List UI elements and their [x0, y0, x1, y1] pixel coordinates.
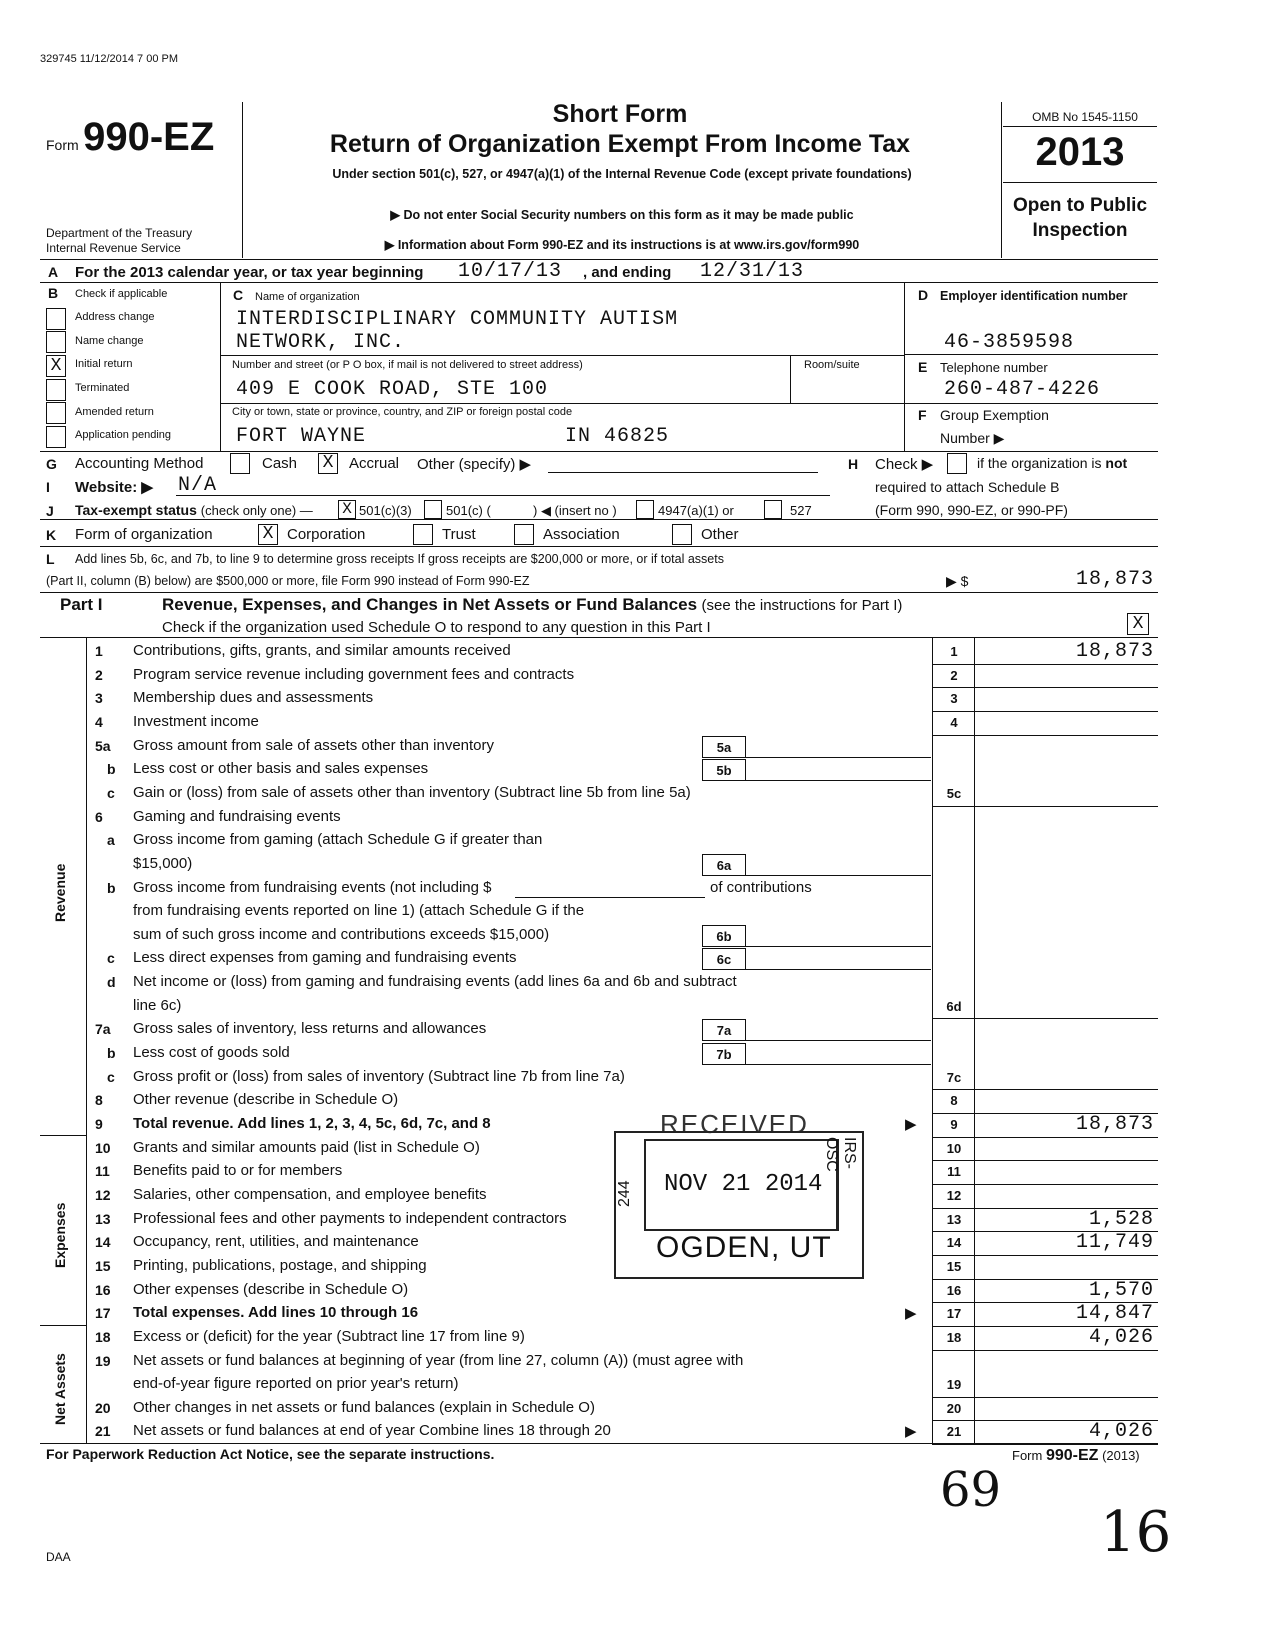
stamp-city: OGDEN, UT	[656, 1231, 832, 1264]
line-text: from fundraising events reported on line 1) (attach Schedule G if the	[133, 902, 585, 920]
year-rule	[1003, 182, 1157, 183]
label-amended-return: Amended return	[75, 406, 154, 418]
omb-number: OMB No 1545-1150	[1032, 110, 1138, 124]
side-label-revenue: Revenue	[52, 863, 68, 922]
column-line-number: 8	[950, 1093, 958, 1109]
org-name-line2[interactable]: NETWORK, INC.	[236, 331, 406, 354]
open-public-1: Open to Public	[1012, 195, 1148, 216]
gross-receipts-value[interactable]: 18,873	[1075, 568, 1154, 591]
rule-k	[40, 546, 1158, 547]
checkbox-schedule-b[interactable]	[947, 453, 967, 474]
section-b-label: B	[48, 285, 59, 301]
checkbox-name-change[interactable]	[46, 331, 66, 353]
line-number: 17	[95, 1305, 111, 1322]
line-a-mid: , and ending	[583, 264, 672, 281]
section-b-title: Check if applicable	[75, 288, 168, 300]
label-address-change: Address change	[75, 311, 155, 323]
row-rule	[932, 1444, 1158, 1445]
line-text: Less direct expenses from gaming and fundraising events	[133, 949, 517, 967]
footer-form-prefix: Form	[1012, 1448, 1043, 1463]
line-number: 11	[95, 1163, 110, 1180]
column-line-number: 9	[950, 1117, 958, 1132]
line-text: Gross income from gaming (attach Schedule G if greater than	[133, 831, 543, 849]
daa-label: DAA	[46, 1550, 71, 1564]
line-text: Net assets or fund balances at end of year Combine lines 18 through 20	[133, 1422, 611, 1440]
open-public-2: Inspection	[1032, 220, 1128, 241]
line-text: Contributions, gifts, grants, and similar amounts received	[133, 642, 511, 659]
room-label: Room/suite	[804, 359, 860, 371]
row-rule	[932, 1160, 1158, 1161]
tax-year-begin[interactable]: 10/17/13	[458, 260, 563, 283]
room-divider	[790, 355, 791, 403]
city-label: City or town, state or province, country, and ZIP or foreign postal code	[232, 406, 573, 418]
line-text: Gross sales of inventory, less returns and allowances	[133, 1020, 487, 1038]
accounting-method-label: Accounting Method	[75, 455, 204, 472]
line-text: Gaming and fundraising events	[133, 807, 341, 825]
form-number-block	[46, 115, 214, 160]
line-h-label: H	[848, 456, 859, 472]
website-label: Website: ▶	[75, 479, 153, 496]
rule-a-bottom	[40, 282, 1158, 283]
checkbox-address-change[interactable]	[46, 308, 66, 330]
omb-rule	[1003, 126, 1157, 127]
column-line-number: 21	[946, 1424, 962, 1440]
stamp-side-left: 244	[616, 1180, 633, 1207]
part1-title	[162, 595, 902, 615]
label-association: Association	[543, 526, 620, 543]
received-stamp	[612, 1107, 862, 1277]
column-line-number: 19	[946, 1377, 962, 1393]
title-short-form: Short Form	[552, 100, 688, 128]
form-prefix: Form	[46, 137, 79, 153]
side-label-net-assets: Net Assets	[52, 1353, 68, 1425]
cash-label: Cash	[262, 455, 298, 472]
checkbox-501c3[interactable]: X	[338, 500, 356, 519]
column-line-number: 13	[946, 1211, 962, 1227]
sub-line-amount-field[interactable]	[746, 1064, 931, 1065]
footer-form-ref	[1012, 1447, 1140, 1465]
section-f-label: F	[918, 407, 927, 423]
line-text: Occupancy, rent, utilities, and maintenance	[133, 1233, 419, 1251]
row-rule	[932, 806, 1158, 807]
section-e-label: E	[918, 359, 928, 375]
line-number: 20	[95, 1399, 111, 1416]
checkbox-application-pending[interactable]	[46, 426, 66, 448]
line-a-label: A	[48, 264, 59, 280]
tax-year: 2013	[1035, 130, 1125, 174]
line-text: line 6c)	[133, 996, 182, 1014]
checkbox-other[interactable]	[672, 524, 692, 545]
line-text: Program service revenue including government fees and contracts	[133, 665, 575, 683]
line-l-text1: Add lines 5b, 6c, and 7b, to line 9 to determine gross receipts If gross receipts are $200,000 or more, or if total assets	[75, 552, 724, 566]
line-h-check: Check ▶	[875, 456, 934, 473]
line-text: Gain or (loss) from sale of assets other than inventory (Subtract line 5b from line 5a)	[133, 783, 691, 801]
column-line-number: 16	[946, 1282, 962, 1298]
column-line-number: 17	[946, 1306, 962, 1322]
footer-form-number: 990-EZ	[1045, 1447, 1099, 1464]
column-line-number: 6d	[946, 998, 962, 1014]
column-line-number: 12	[946, 1187, 962, 1203]
subtitle: Under section 501(c), 527, or 4947(a)(1) of the Internal Revenue Code (except private foundations)	[332, 167, 912, 181]
line-number: 6	[95, 808, 103, 825]
line-text: Salaries, other compensation, and employee benefits	[133, 1185, 487, 1203]
line-amount[interactable]: 14,847	[1075, 1302, 1154, 1326]
checkbox-cash[interactable]	[230, 453, 250, 474]
sub-line-amount-field[interactable]	[746, 757, 931, 758]
line-number: a	[107, 832, 115, 849]
line-text: Professional fees and other payments to independent contractors	[133, 1209, 567, 1227]
line-number: b	[107, 879, 116, 896]
row-rule	[932, 1184, 1158, 1185]
label-insert-no: ) ◀ (insert no )	[533, 503, 617, 518]
row-rule	[932, 687, 1158, 688]
line-h-text4: (Form 990, 990-EZ, or 990-PF)	[875, 502, 1068, 518]
line-number: 21	[95, 1423, 111, 1440]
tax-exempt-title: Tax-exempt status	[75, 502, 197, 518]
line-text: end-of-year figure reported on prior year's return)	[133, 1375, 459, 1393]
line-amount[interactable]: 1,528	[1088, 1207, 1154, 1231]
col-border-left-num	[932, 638, 933, 1443]
line-i-label: I	[46, 479, 50, 495]
line-amount[interactable]: 1,570	[1088, 1278, 1154, 1302]
line-text: Excess or (deficit) for the year (Subtract line 17 from line 9)	[133, 1327, 525, 1345]
checkbox-4947[interactable]	[636, 500, 654, 519]
line-number: 9	[95, 1116, 103, 1132]
checkbox-corporation[interactable]: X	[258, 524, 278, 545]
c-left-border	[220, 283, 221, 451]
part1-title-note: (see the instructions for Part I)	[701, 597, 903, 614]
line-number: b	[107, 761, 116, 778]
sub-line-amount-field[interactable]	[746, 969, 931, 970]
row-rule	[932, 1350, 1158, 1351]
arrow-icon: ▶	[905, 1423, 917, 1441]
label-trust: Trust	[442, 526, 476, 543]
column-line-number: 18	[946, 1329, 962, 1345]
line-text: Other changes in net assets or fund balances (explain in Schedule O)	[133, 1398, 595, 1416]
line-text: Gross profit or (loss) from sales of inventory (Subtract line 7b from line 7a)	[133, 1067, 625, 1085]
section-c-label: C	[233, 287, 244, 303]
line-number: c	[107, 950, 115, 967]
line-text: Other expenses (describe in Schedule O)	[133, 1280, 409, 1298]
line-number: 18	[95, 1328, 111, 1345]
tax-exempt-note: (check only one) —	[200, 503, 313, 518]
group-exemption-label-1: Group Exemption	[940, 407, 1049, 423]
sub-line-box: 5b	[702, 759, 746, 781]
row-rule	[932, 664, 1158, 665]
sub-line-amount-field[interactable]	[746, 946, 931, 947]
footer-form-year: (2013)	[1102, 1448, 1140, 1463]
rule-revenue-bottom	[40, 1135, 86, 1136]
section-gutter-line	[86, 638, 87, 1443]
checkbox-accrual[interactable]: X	[318, 453, 338, 474]
line-number: 14	[95, 1234, 111, 1251]
other-specify-label: Other (specify) ▶	[417, 456, 532, 473]
line-amount[interactable]: 18,873	[1075, 1113, 1154, 1136]
c-rule-2	[220, 403, 904, 404]
column-line-number: 11	[947, 1164, 961, 1180]
rule-a-top	[40, 259, 1158, 260]
line-number: b	[107, 1045, 116, 1062]
arrow-icon: ▶	[905, 1305, 917, 1323]
sub-line-box: 7b	[702, 1043, 746, 1065]
tax-exempt-status	[75, 502, 313, 518]
form-of-org-label: Form of organization	[75, 526, 213, 543]
label-501c3: 501(c)(3)	[359, 503, 412, 518]
phone-value[interactable]: 260-487-4226	[944, 378, 1101, 401]
sub-line-amount-field[interactable]	[746, 780, 931, 781]
line-amount[interactable]: 11,749	[1075, 1231, 1154, 1255]
line-number: c	[107, 784, 115, 801]
label-corporation: Corporation	[287, 526, 366, 543]
line-number: 1	[95, 643, 103, 659]
line-amount[interactable]: 4,026	[1088, 1420, 1154, 1444]
c-rule-1	[220, 355, 904, 356]
column-line-number: 15	[946, 1258, 962, 1274]
sub-line-box: 6b	[702, 925, 746, 947]
row-rule	[932, 1397, 1158, 1398]
line-a-text: For the 2013 calendar year, or tax year beginning	[75, 264, 424, 281]
group-exemption-label-2: Number ▶	[940, 430, 1005, 446]
column-line-number: 2	[950, 667, 958, 683]
handwritten-16: 16	[1100, 1500, 1172, 1565]
ein-value[interactable]: 46-3859598	[944, 331, 1075, 354]
line-number: 5a	[95, 737, 111, 754]
checkbox-527[interactable]	[764, 500, 782, 519]
notice-info: ▶ Information about Form 990-EZ and its instructions is at www.irs.gov/form990	[384, 238, 860, 252]
sub-line-box: 6c	[702, 948, 746, 970]
line-number: 2	[95, 666, 103, 683]
line-l-text2: (Part II, column (B) below) are $500,000 or more, file Form 990 instead of Form 990-EZ	[46, 574, 530, 588]
dept-line2: Internal Revenue Service	[46, 241, 181, 255]
line-number: c	[107, 1068, 115, 1085]
line-number: 3	[95, 690, 103, 707]
fundraising-amount-line[interactable]	[515, 897, 705, 898]
checkbox-schedule-o[interactable]: X	[1127, 613, 1149, 635]
checkbox-trust[interactable]	[413, 524, 433, 545]
col-border-left-amt	[974, 638, 975, 1443]
line-text: sum of such gross income and contributions exceeds $15,000)	[133, 925, 550, 943]
line-number: 15	[95, 1257, 111, 1274]
line-amount[interactable]: 18,873	[1075, 640, 1154, 663]
rule-expenses-bottom	[40, 1325, 86, 1326]
street-label: Number and street (or P O box, if mail is not delivered to street address)	[232, 359, 583, 371]
line-h-text3: required to attach Schedule B	[875, 479, 1060, 495]
line-text: Membership dues and assessments	[133, 689, 374, 707]
other-specify-line[interactable]	[548, 472, 818, 473]
part1-title-main: Revenue, Expenses, and Changes in Net Assets or Fund Balances	[162, 595, 698, 614]
label-application-pending: Application pending	[75, 429, 172, 441]
column-line-number: 1	[950, 644, 958, 659]
stamp-date: NOV 21 2014	[664, 1171, 823, 1198]
c-right-border	[904, 283, 905, 451]
line-number: 7a	[95, 1021, 111, 1038]
line-text: Printing, publications, postage, and shipping	[133, 1256, 427, 1274]
part1-label: Part I	[60, 595, 103, 614]
line-text: Other revenue (describe in Schedule O)	[133, 1091, 399, 1109]
line-number: 4	[95, 713, 103, 730]
org-name-label: Name of organization	[255, 291, 360, 303]
ein-label: Employer identification number	[940, 289, 1128, 303]
line-number: 16	[95, 1281, 111, 1298]
title-main: Return of Organization Exempt From Income Tax	[329, 130, 911, 158]
line-number: 13	[95, 1210, 111, 1227]
form-number: 990-EZ	[83, 115, 215, 159]
section-d-label: D	[918, 287, 929, 303]
checkbox-terminated[interactable]	[46, 379, 66, 401]
checkbox-initial-return[interactable]: X	[46, 355, 66, 377]
line-text: $15,000)	[133, 854, 193, 872]
column-line-number: 7c	[946, 1069, 962, 1085]
part1-check-text: Check if the organization used Schedule O to respond to any question in this Part I	[162, 619, 711, 636]
line-h-text	[977, 455, 1127, 471]
website-line	[176, 495, 830, 496]
label-terminated: Terminated	[75, 382, 130, 394]
row-rule	[932, 1255, 1158, 1256]
line-number: 19	[95, 1352, 111, 1369]
label-other: Other	[701, 526, 739, 543]
sub-line-box: 7a	[702, 1019, 746, 1041]
line-text: Total revenue. Add lines 1, 2, 3, 4, 5c, 6d, 7c, and 8	[133, 1115, 491, 1132]
line-text: Investment income	[133, 712, 259, 730]
accrual-label: Accrual	[349, 455, 400, 472]
stamp-side-right: IRS-OSC	[823, 1137, 858, 1172]
row-rule	[932, 735, 1158, 736]
e-rule	[905, 403, 1158, 404]
column-line-number: 20	[946, 1400, 962, 1416]
line-text: Total expenses. Add lines 10 through 16	[133, 1304, 419, 1322]
column-line-number: 3	[950, 691, 958, 707]
sub-line-box: 5a	[702, 736, 746, 758]
sub-line-amount-field[interactable]	[746, 1040, 931, 1041]
line-text: Net income or (loss) from gaming and fundraising events (add lines 6a and 6b and subtract	[133, 973, 737, 991]
line-text: Less cost or other basis and sales expenses	[133, 760, 429, 778]
paperwork-notice: For Paperwork Reduction Act Notice, see the separate instructions.	[46, 1446, 495, 1462]
column-line-number: 4	[950, 714, 958, 730]
line-number: 8	[95, 1092, 103, 1109]
row-rule	[932, 1089, 1158, 1090]
checkbox-association[interactable]	[514, 524, 534, 545]
sub-line-box: 6a	[702, 854, 746, 876]
line-j-label: J	[46, 503, 54, 519]
d-rule	[905, 354, 1158, 355]
handwritten-69: 69	[940, 1462, 1002, 1518]
line-text: Grants and similar amounts paid (list in Schedule O)	[133, 1138, 480, 1156]
rule-l	[40, 592, 1158, 593]
sub-line-amount-field[interactable]	[746, 875, 931, 876]
column-line-number: 10	[946, 1140, 962, 1156]
line-text: Gross amount from sale of assets other than inventory	[133, 736, 495, 754]
dept-line1: Department of the Treasury	[46, 226, 193, 240]
line-extra-text: of contributions	[710, 878, 812, 896]
line-g-label: G	[46, 456, 57, 472]
label-4947: 4947(a)(1) or	[658, 503, 734, 518]
street-address[interactable]: 409 E COOK ROAD, STE 100	[236, 378, 549, 401]
rule-j	[40, 519, 1158, 520]
c-rule-bottom	[40, 451, 1158, 452]
column-line-number: 5c	[946, 785, 962, 801]
city[interactable]: FORT WAYNE	[236, 425, 367, 448]
arrow-icon: ▶	[905, 1116, 917, 1133]
line-text: Net assets or fund balances at beginning of year (from line 27, column (A)) (must agree with	[133, 1351, 744, 1369]
line-l-label: L	[46, 551, 55, 567]
line-number: d	[107, 974, 116, 991]
notice-ssn: ▶ Do not enter Social Security numbers on this form as it may be made public	[390, 208, 854, 222]
row-rule	[932, 711, 1158, 712]
print-id: 329745 11/12/2014 7 00 PM	[40, 53, 179, 65]
line-h-text-part: if the organization is	[977, 455, 1102, 471]
line-k-label: K	[46, 527, 57, 543]
label-501c: 501(c) (	[446, 503, 491, 518]
line-amount[interactable]: 4,026	[1088, 1325, 1154, 1349]
line-l-arrow: ▶ $	[946, 573, 969, 589]
row-rule	[932, 1018, 1158, 1019]
stamp-received-text: RECEIVED	[660, 1109, 809, 1139]
column-line-number: 14	[946, 1235, 962, 1251]
checkbox-amended-return[interactable]	[46, 402, 66, 424]
row-rule	[932, 1137, 1158, 1138]
label-527: 527	[790, 503, 812, 518]
label-name-change: Name change	[75, 335, 144, 347]
line-h-not: not	[1105, 455, 1128, 471]
header-divider-right	[1001, 102, 1002, 258]
org-name-line1[interactable]: INTERDISCIPLINARY COMMUNITY AUTISM	[236, 308, 679, 331]
line-number: 10	[95, 1139, 111, 1156]
line-text: Benefits paid to or for members	[133, 1162, 343, 1180]
rule-part1	[40, 637, 1158, 638]
website-value[interactable]: N/A	[178, 474, 218, 497]
line-number: 12	[95, 1186, 111, 1203]
tax-year-end[interactable]: 12/31/13	[700, 260, 805, 283]
line-text: Gross income from fundraising events (not including $	[133, 878, 492, 896]
stamp-outer-border	[614, 1131, 864, 1279]
line-text: Less cost of goods sold	[133, 1044, 290, 1062]
state-zip[interactable]: IN 46825	[565, 425, 670, 448]
checkbox-501c[interactable]	[424, 500, 442, 519]
rule-table-bottom	[40, 1443, 1158, 1444]
phone-label: Telephone number	[940, 360, 1048, 375]
side-label-expenses: Expenses	[52, 1202, 68, 1268]
label-initial-return: Initial return	[75, 358, 133, 370]
